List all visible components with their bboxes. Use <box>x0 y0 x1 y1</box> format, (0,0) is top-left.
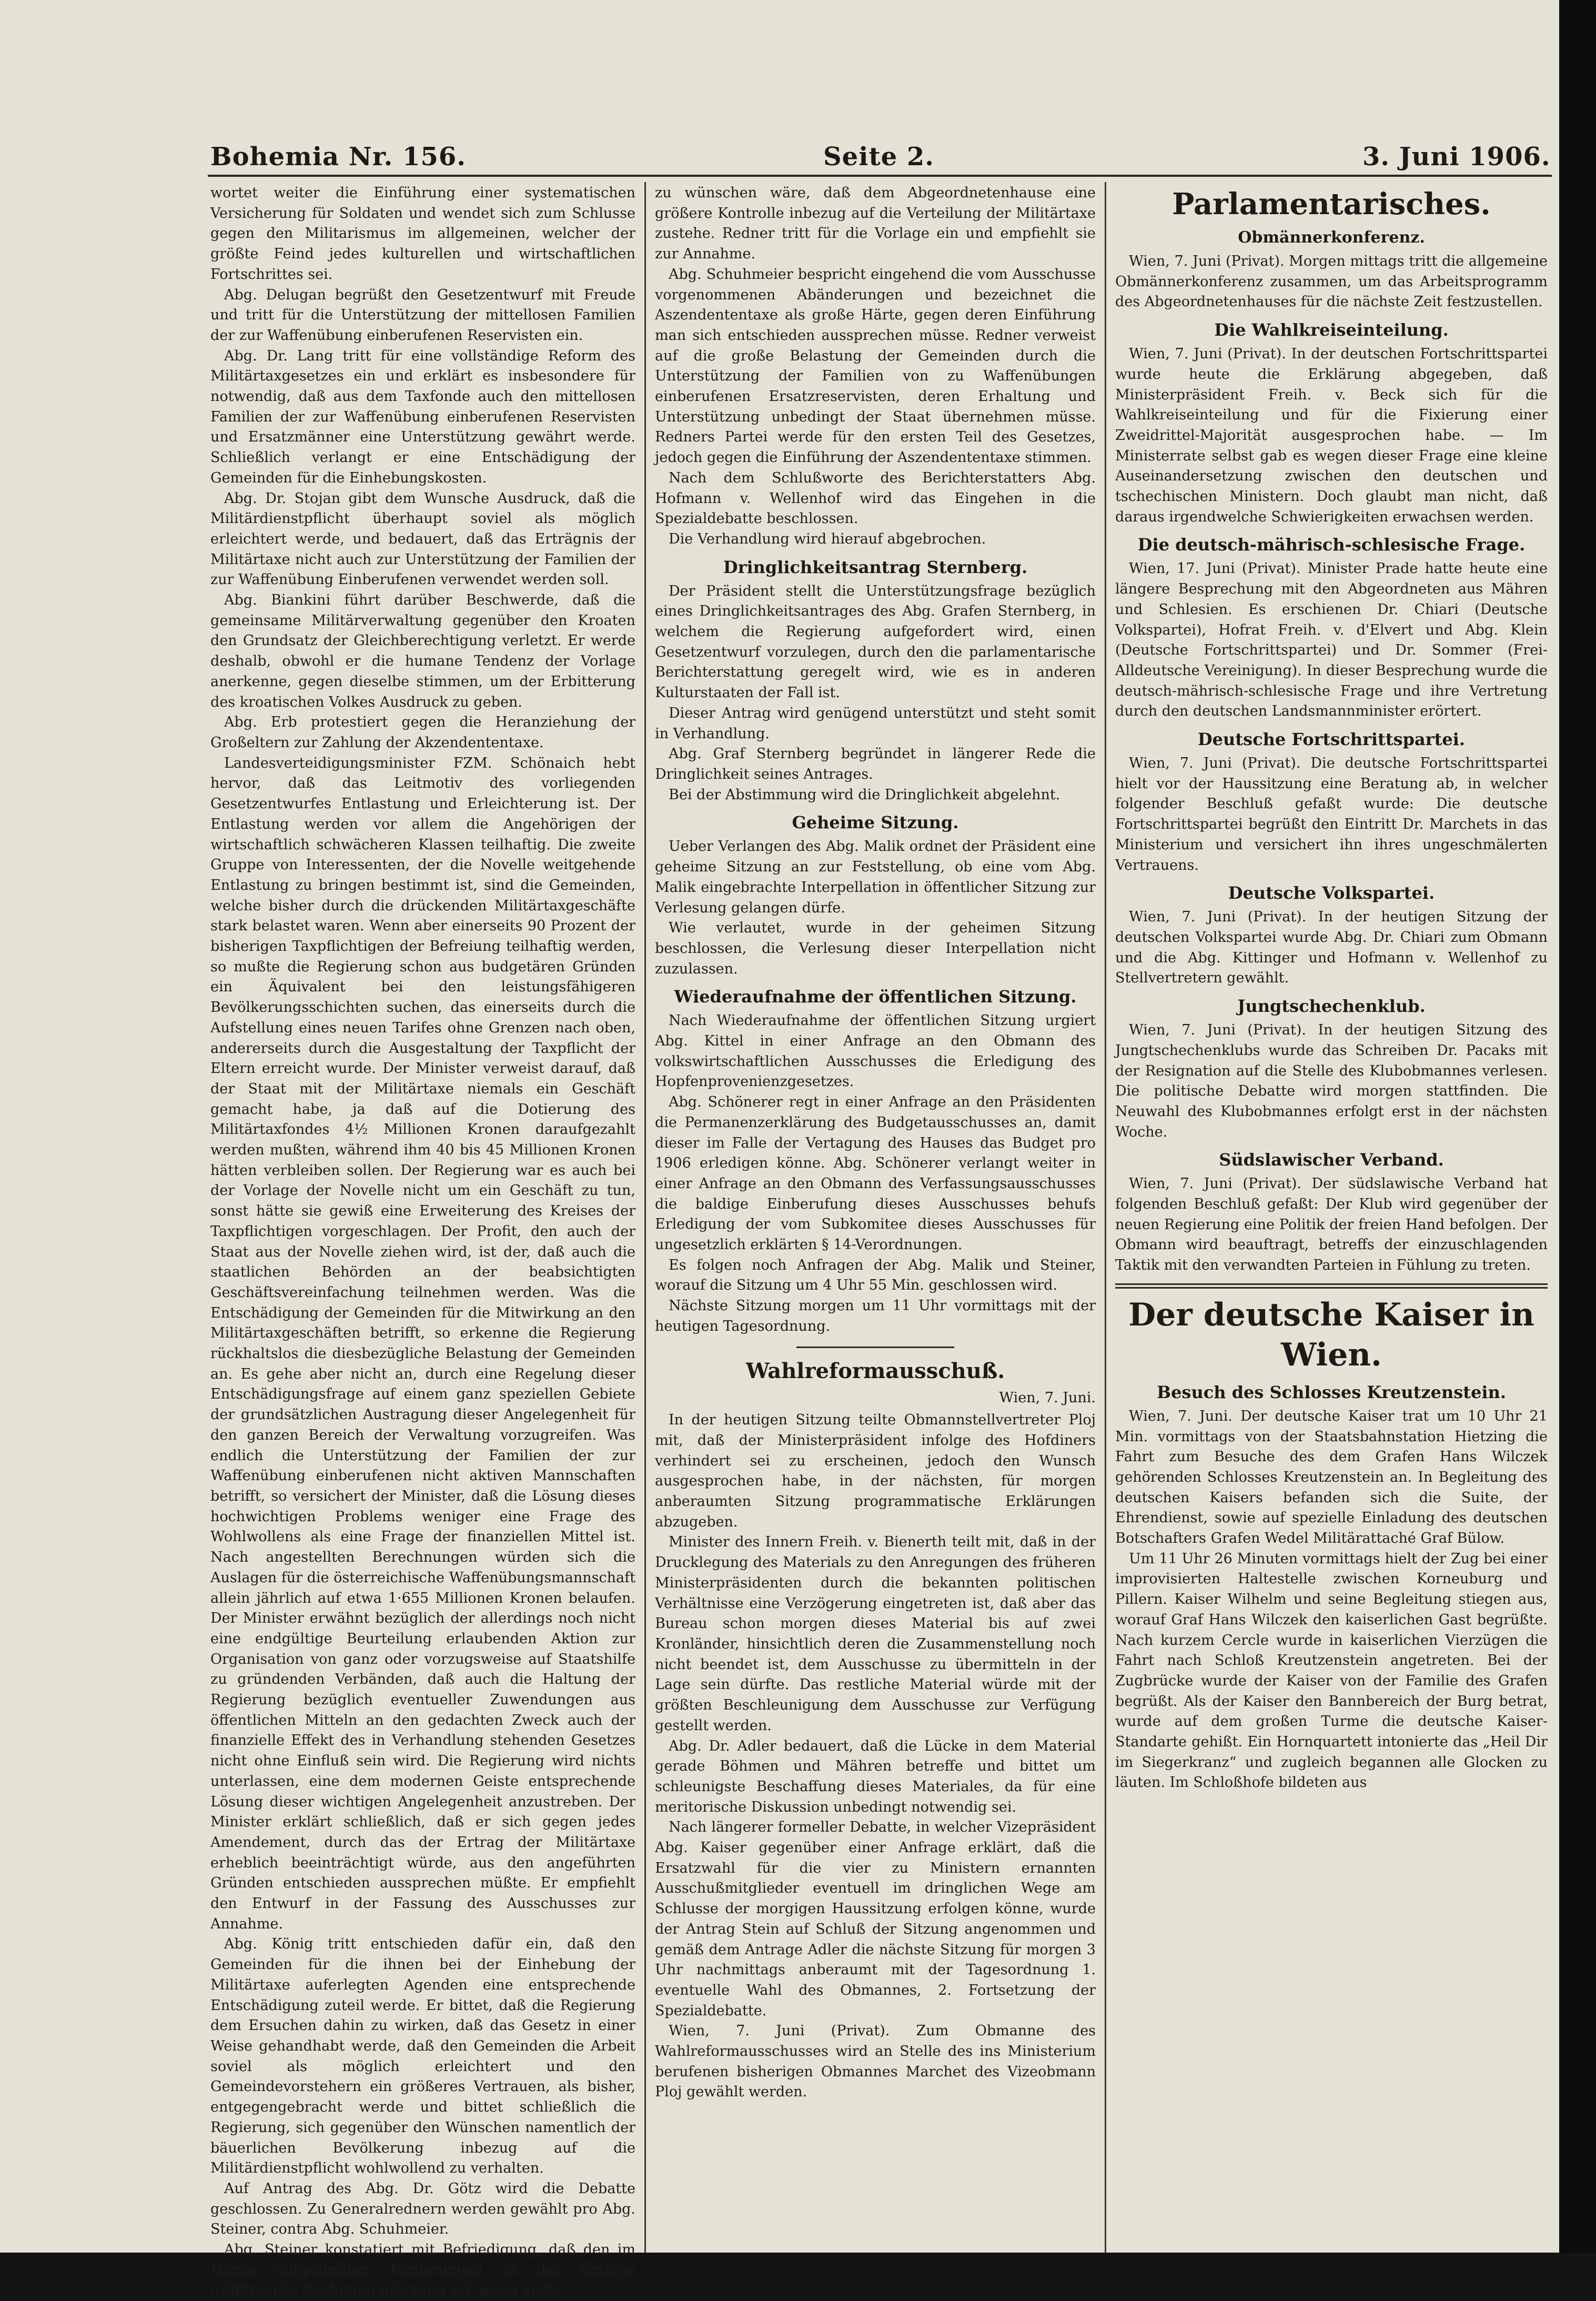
paragraph: Abg. Steiner konstatiert mit Befriedigung, daß den im Hause aufgestellten Forderungen in der Vorlage größtenteils Rechnung getragen sei, wenn auch <box>210 2242 635 2299</box>
section-separator <box>1115 1287 1548 1289</box>
section-heading: Dringlichkeitsantrag Sternberg. <box>723 557 1028 577</box>
section-heading-large: Der deutsche Kaiser in Wien. <box>1128 1296 1534 1373</box>
paragraph: Um 11 Uhr 26 Minuten vormittags hielt der Zug bei einer improvisierten Haltestelle zwischen Korneuburg und Pillern. Kaiser Wilhelm und seine Begleitung stiegen aus, worauf Graf Hans Wilczek den kaiserlichen Gast begrüßte. Nach kurzem Cercle wurde in kaiserlichen Vierzügen die Fahrt nach Schloß Kreutzenstein angetreten. Bei der Zugbrücke wurde der Kaiser von der Familie des Grafen begrüßt. Als der Kaiser den Bannbereich der Burg betrat, wurde auf dem großen Turme die deutsche Kaiser-Standarte gehißt. Ein Hornquartett intonierte das „Heil Dir im Siegerkranz“ und zugleich begannen alle Glocken zu läuten. Im Schloßhofe bildeten aus <box>1115 1550 1548 1791</box>
paragraph: Abg. Dr. Adler bedauert, daß die Lücke in dem Material gerade Böhmen und Mähren betreffe und bittet um schleunigste Beschaffung dieses Materiales, da für eine meritorische Diskussion unbedingt notwendig sei. <box>655 1737 1096 1815</box>
paragraph: Wien, 7. Juni (Privat). Zum Obmanne des Wahlreformausschusses wird an Stelle des ins Ministerium berufenen bisherigen Obmannes Marchet des Vizeobmann Ploj gewählt werden. <box>655 2023 1096 2101</box>
section-separator <box>796 1347 954 1348</box>
paragraph: Es folgen noch Anfragen der Abg. Malik und Steiner, worauf die Sitzung um 4 Uhr 55 Min. geschlossen wird. <box>655 1257 1096 1294</box>
paragraph: Nach dem Schlußworte des Berichterstatters Abg. Hofmann v. Wellenhof wird das Eingehen in die Spezialdebatte beschlossen. <box>655 469 1096 527</box>
paragraph: Nächste Sitzung morgen um 11 Uhr vormittags mit der heutigen Tagesordnung. <box>655 1298 1096 1334</box>
section-heading: Deutsche Fortschrittspartei. <box>1197 729 1466 750</box>
paragraph: Abg. Erb protestiert gegen die Heranziehung der Großeltern zur Zahlung der Akzendententaxe. <box>210 714 635 751</box>
section-heading: Geheime Sitzung. <box>792 812 959 833</box>
paragraph: Nach Wiederaufnahme der öffentlichen Sitzung urgiert Abg. Kittel in einer Anfrage an den Obmann des volkswirtschaftlichen Ausschusses die Erledigung des Hopfenprovenienzgesetzes. <box>655 1012 1096 1090</box>
paragraph: Bei der Abstimmung wird die Dringlichkeit abgelehnt. <box>669 786 1060 803</box>
paragraph: Der Präsident stellt die Unterstützungsfrage bezüglich eines Dringlichkeitsantrages des Abg. Grafen Sternberg, in welchem die Regierung aufgefordert wird, einen Gesetzentwurf vorzulegen, durch den die parlamentarische Berichterstattung geregelt wird, wie es in anderen Kulturstaaten der Fall ist. <box>655 582 1096 701</box>
section-subheading: Obmännerkonferenz. <box>1238 228 1425 247</box>
paragraph: In der heutigen Sitzung teilte Obmannstellvertreter Ploj mit, daß der Ministerpräsident infolge des Hofdiners verhindert sei zu erscheinen, jedoch den Wunsch ausgesprochen habe, in der nächsten, für morgen anberaumten Sitzung programmatische Erklärungen abzugeben. <box>655 1412 1096 1530</box>
column-1 <box>210 183 635 2299</box>
section-separator <box>1115 1283 1548 1285</box>
paragraph: Landesverteidigungsminister FZM. Schönaich hebt hervor, daß das Leitmotiv des vorliegenden Gesetzentwurfes Entlastung und Erleichterung ist. Der Entlastung werden vor allem die Angehörigen der wirtschaftlich schwächeren Klassen teilhaftig. Die zweite Gruppe von Interessenten, der die Novelle weitgehende Entlastung zu bringen bestimmt ist, sind die Gemeinden, welche bisher durch die drückenden Militärtaxgeschäfte stark belastet waren. Wenn aber einerseits 90 Prozent der bisherigen Taxpflichtigen der Befreiung teilhaftig werden, so mußte die Regierung schon aus budgetären Gründen ein Äquivalent bei den leistungsfähigeren Bevölkerungsschichten suchen, das einerseits durch die Aufstellung eines neuen Tarifes ohne Grenzen nach oben, andererseits durch die Ausgestaltung der Taxpflicht der Eltern erreicht wurde. Der Minister verweist darauf, daß der Staat mit der Militärtaxe niemals ein Geschäft gemacht habe, ja daß auf die Dotierung des Militärtaxfondes 4½ Millionen Kronen daraufgezahlt werden mußten, während ihm 40 bis 45 Millionen Kronen hätten verbleiben sollen. Der Regierung war es auch bei der Vorlage der Novelle nicht um ein Geschäft zu tun, sonst hätte sie gewiß eine Erweiterung des Kreises der Taxpflichtigen vorgeschlagen. Der Profit, den auch der Staat aus der Novelle ziehen wird, ist der, daß auch die staatlichen Behörden an der beabsichtigten Geschäftsvereinfachung teilnehmen werden. Was die Entschädigung der Gemeinden für die Mitwirkung an den Militärtaxgeschäften betrifft, so erkenne die Regierung rückhaltslos die diesbezügliche Belastung der Gemeinden an. Es gehe aber nicht an, durch eine Regelung dieser Entschädigungsfrage auf einem ganz speziellen Gebiete der grundsätzlichen Austragung dieser Angelegenheit für den ganzen Bereich der Verwaltung vorzugreifen. Was endlich die Unterstützung der Familien der zur Waffenübung einberufenen nicht aktiven Mannschaften betrifft, so versichert der Minister, daß die Lösung dieses hochwichtigen Problems weniger eine Frage des Wohlwollens als eine Frage der finanziellen Mittel ist. Nach angestellten Berechnungen würden sich die Auslagen für die österreichische Waffenübungsmannschaft allein jährlich auf etwa 1·655 Millionen Kronen belaufen. Der Minister erwähnt bezüglich der allerdings noch nicht eine endgültige Beurteilung erlaubenden Aktion zur Organisation von ganz oder vorzugsweise auf Staatshilfe zu gründenden Verbänden, daß auch die Haltung der Regierung bezüglich eventueller Zuwendungen aus öffentlichen Mitteln an den gedachten Zweck auch der finanzielle Effekt des in Verhandlung stehenden Gesetzes nicht ohne Einfluß sein wird. Die Regierung wird nichts unterlassen, eine dem modernen Geiste entsprechende Lösung dieser wichtigen Angelegenheit anzustreben. Der Minister erklärt schließlich, daß er sich gegen jedes Amendement, durch das der Ertrag der Militärtaxe erheblich beeinträchtigt würde, aus den angeführten Gründen entschieden aussprechen müßte. Er empfiehlt den Entwurf in der Fassung des Ausschusses zur Annahme. <box>210 755 635 1932</box>
section-heading-large: Parlamentarisches. <box>1172 187 1491 222</box>
column-2 <box>655 183 1096 2246</box>
paragraph: Die Verhandlung wird hierauf abgebrochen. <box>669 530 986 547</box>
paragraph: Abg. Biankini führt darüber Beschwerde, daß die gemeinsame Militärverwaltung gegenüber den Kroaten den Grundsatz der Gleichberechtigung verletzt. Er werde deshalb, obwohl er die humane Tendenz der Vorlage anerkenne, gegen dieselbe stimmen, um der Erbitterung des kroatischen Volkes Ausdruck zu geben. <box>210 592 635 710</box>
paragraph: Abg. Schuhmeier bespricht eingehend die vom Ausschusse vorgenommenen Abänderungen und bezeichnet die Aszendententaxe als große Härte, gegen deren Einführung man sich entschieden aussprechen müsse. Redner verweist auf die große Belastung der Gemeinden durch die Unterstützung der Familien von zu Waffenübungen einberufenen Ersatzreservisten, deren Erhaltung und Unterstützung unbedingt der Staat übernehmen müsse. Redners Partei werde für den ersten Teil des Gesetzes, jedoch gegen die Einführung der Aszendententaxe stimmen. <box>655 266 1096 466</box>
paragraph: Abg. König tritt entschieden dafür ein, daß den Gemeinden für die ihnen bei der Einhebung der Militärtaxe auferlegten Agenden eine entsprechende Entschädigung zuteil werde. Er bittet, daß die Regierung dem Ersuchen dahin zu wirken, daß das Gesetz in einer Weise gehandhabt werde, daß den Gemeinden die Arbeit soviel als möglich erleichtert und den Gemeindevorstehern ein größeres Vertrauen, als bisher, entgegengebracht werde und bittet schließlich die Regierung, sich gegenüber den Wünschen namentlich der bäuerlichen Bevölkerung inbezug auf die Militärdienstpflicht wohlwollend zu verhalten. <box>210 1936 635 2177</box>
paragraph: zu wünschen wäre, daß dem Abgeordnetenhause eine größere Kontrolle inbezug auf die Verteilung der Militärtaxe zustehe. Redner tritt für die Vorlage ein und empfiehlt sie zur Annahme. <box>655 185 1096 263</box>
paragraph: Wien, 7. Juni (Privat). Morgen mittags tritt die allgemeine Obmännerkonferenz zusammen, um das Arbeitsprogramm des Abgeordnetenhauses für die nächste Zeit festzustellen. <box>1115 253 1548 310</box>
paragraph: Wien, 7. Juni. Der deutsche Kaiser trat um 10 Uhr 21 Min. vormittags von der Staatsbahnstation Hietzing die Fahrt zum Besuche des dem Grafen Hans Wilczek gehörenden Schlosses Kreutzenstein an. In Begleitung des deutschen Kaisers befanden sich die Suite, der Ehrendienst, sowie auf spezielle Einladung des deutschen Botschafters Grafen Wedel Militärattaché Graf Bülow. <box>1115 1408 1548 1547</box>
paragraph: Abg. Schönerer regt in einer Anfrage an den Präsidenten die Permanenzerklärung des Budgetausschusses an, damit dieser im Falle der Vertagung des Hauses das Budget pro 1906 erledigen könne. Abg. Schönerer verlangt weiter in einer Anfrage an den Obmann des Verfassungsausschusses die baldige Einberufung dieses Ausschusses behufs Erledigung der vom Subkomitee dieses Ausschusses für ungesetzlich erklärten § 14-Verordnungen. <box>655 1094 1096 1253</box>
paragraph: Wien, 7. Juni (Privat). In der deutschen Fortschrittspartei wurde heute die Erklärung abgegeben, daß Ministerpräsident Freih. v. Beck sich für die Wahlkreiseinteilung und für die Fixierung einer Zweidrittel-Majorität ausgesprochen habe. — Im Ministerrate selbst gab es wegen dieser Frage eine kleine Auseinandersetzung zwischen den deutschen und tschechischen Ministern. Doch glaubt man nicht, daß daraus irgendwelche Schwierigkeiten erwachsen werden. <box>1115 346 1548 525</box>
paragraph: Abg. Dr. Stojan gibt dem Wunsche Ausdruck, daß die Militärdienstpflicht überhaupt soviel als möglich erleichtert werde, und bedauert, daß das Erträgnis der Militärtaxe nicht auch zur Unterstützung der Familien der zur Waffenübung Einberufenen verwendet werden soll. <box>210 490 635 588</box>
column-3 <box>1115 183 1548 2246</box>
masthead-page-number: Seite 2. <box>823 142 934 172</box>
section-heading: Die deutsch-mährisch-schlesische Frage. <box>1137 535 1526 555</box>
paragraph: wortet weiter die Einführung einer systematischen Versicherung für Soldaten und wendet sich zum Schlusse gegen den Militarismus im allgemeinen, welcher der größte Feind jedes kulturellen und wirtschaftlichen Fortschrittes sei. <box>210 185 635 283</box>
paragraph: Abg. Graf Sternberg begründet in längerer Rede die Dringlichkeit seines Antrages. <box>655 746 1096 782</box>
section-subheading: Besuch des Schlosses Kreutzenstein. <box>1157 1382 1506 1402</box>
column-divider-1 <box>644 182 646 2253</box>
dateline: Wien, 7. Juni. <box>999 1389 1096 1406</box>
section-heading: Die Wahlkreiseinteilung. <box>1214 320 1449 340</box>
paragraph: Abg. Delugan begrüßt den Gesetzentwurf mit Freude und tritt für die Unterstützung der mittellosen Familien der zur Waffenübung einberufenen Reservisten ein. <box>210 286 635 344</box>
paragraph: Wien, 17. Juni (Privat). Minister Prade hatte heute eine längere Besprechung mit den Abgeordneten aus Mähren und Schlesien. Es erschienen Dr. Chiari (Deutsche Volkspartei), Hofrat Freih. v. d'Elvert und Abg. Klein (Deutsche Fortschrittspartei) und Dr. Sommer (Frei-Alldeutsche Vereinigung). In dieser Besprechung wurde die deutsch-mährisch-schlesische Frage und ihre Vertretung durch den deutschen Landsmannminister erörtert. <box>1115 560 1548 720</box>
paragraph: Wien, 7. Juni (Privat). Die deutsche Fortschrittspartei hielt vor der Haussitzung eine Beratung ab, in welcher folgender Beschluß gefaßt wurde: Die deutsche Fortschrittspartei begrüßt den Eintritt Dr. Marchets in das Ministerium und versichert ihn ihres ungeschmälerten Vertrauens. <box>1115 755 1548 873</box>
masthead-rule <box>208 175 1552 177</box>
paragraph: Auf Antrag des Abg. Dr. Götz wird die Debatte geschlossen. Zu Generalrednern werden gewählt pro Abg. Steiner, contra Abg. Schuhmeier. <box>210 2180 635 2238</box>
paragraph: Nach längerer formeller Debatte, in welcher Vizepräsident Abg. Kaiser gegenüber einer Anfrage erklärt, daß die Ersatzwahl für die vier zu Ministern ernannten Ausschußmitglieder eventuell im dringlichen Wege am Schlusse der morgigen Haussitzung erfolgen könne, wurde der Antrag Stein auf Schluß der Sitzung angenommen und gemäß dem Antrage Adler die nächste Sitzung für morgen 3 Uhr nachmittags anberaumt mit der Tagesordnung 1. eventuelle Wahl des Obmannes, 2. Fortsetzung der Spezialdebatte. <box>655 1819 1096 2019</box>
section-heading: Wahlreformausschuß. <box>745 1358 1005 1383</box>
section-heading: Südslawischer Verband. <box>1219 1150 1444 1170</box>
section-heading: Wiederaufnahme der öffentlichen Sitzung. <box>674 987 1077 1007</box>
paragraph: Wien, 7. Juni (Privat). In der heutigen Sitzung der deutschen Volkspartei wurde Abg. Dr. Chiari zum Obmann und die Abg. Kittinger und Hofmann v. Wellenhof zu Stellvertretern gewählt. <box>1115 909 1548 987</box>
paragraph: Wien, 7. Juni (Privat). In der heutigen Sitzung des Jungtschechenklubs wurde das Schreiben Dr. Pacaks mit der Resignation auf die Stelle des Klubobmannes verlesen. Die politische Debatte wird morgen stattfinden. Die Neuwahl des Klubobmannes erfolgt erst in der nächsten Woche. <box>1115 1022 1548 1140</box>
paragraph: Wien, 7. Juni (Privat). Der südslawische Verband hat folgenden Beschluß gefaßt: Der Klub wird gegenüber der neuen Regierung eine Politik der freien Hand befolgen. Der Obmann wird beauftragt, betreffs der einzuschlagenden Taktik mit den verwandten Parteien in Fühlung zu treten. <box>1115 1175 1548 1274</box>
section-heading: Jungtschechenklub. <box>1237 996 1426 1017</box>
paragraph: Wie verlautet, wurde in der geheimen Sitzung beschlossen, die Verlesung dieser Interpellation nicht zuzulassen. <box>655 920 1096 977</box>
masthead-date: 3. Juni 1906. <box>1362 142 1551 172</box>
scan-border <box>1559 0 1596 2253</box>
paragraph: Ueber Verlangen des Abg. Malik ordnet der Präsident eine geheime Sitzung an zur Feststellung, ob eine vom Abg. Malik eingebrachte Interpellation in öffentlicher Sitzung zur Verlesung gelangen dürfe. <box>655 838 1096 916</box>
paragraph: Abg. Dr. Lang tritt für eine vollständige Reform des Militärtaxgesetzes ein und erklärt es insbesondere für notwendig, daß aus dem Taxfonde auch den mittellosen Familien der zur Waffenübung einberufenen Reservisten und Ersatzmänner eine Unterstützung gewährt werde. Schließlich verlangt er eine Entschädigung der Gemeinden für die Einhebungskosten. <box>210 347 635 486</box>
paragraph: Minister des Innern Freih. v. Bienerth teilt mit, daß in der Drucklegung des Materials zu den Anregungen des früheren Ministerpräsidenten durch die bekannten politischen Verhältnisse eine Verzögerung eingetreten ist, daß aber das Bureau schon morgen dieses Material bis auf zwei Kronländer, hinsichtlich deren die Zusammenstellung noch nicht beendet ist, dem Ausschusse zu übermitteln in der Lage sein dürfte. Das restliche Material würde mit der größten Beschleunigung dem Ausschusse zur Verfügung gestellt werden. <box>655 1534 1096 1734</box>
masthead-paper-name: Bohemia Nr. 156. <box>210 142 466 172</box>
paragraph: Dieser Antrag wird genügend unterstützt und steht somit in Verhandlung. <box>655 705 1096 742</box>
section-heading: Deutsche Volkspartei. <box>1228 883 1435 903</box>
column-divider-2 <box>1105 182 1106 2253</box>
